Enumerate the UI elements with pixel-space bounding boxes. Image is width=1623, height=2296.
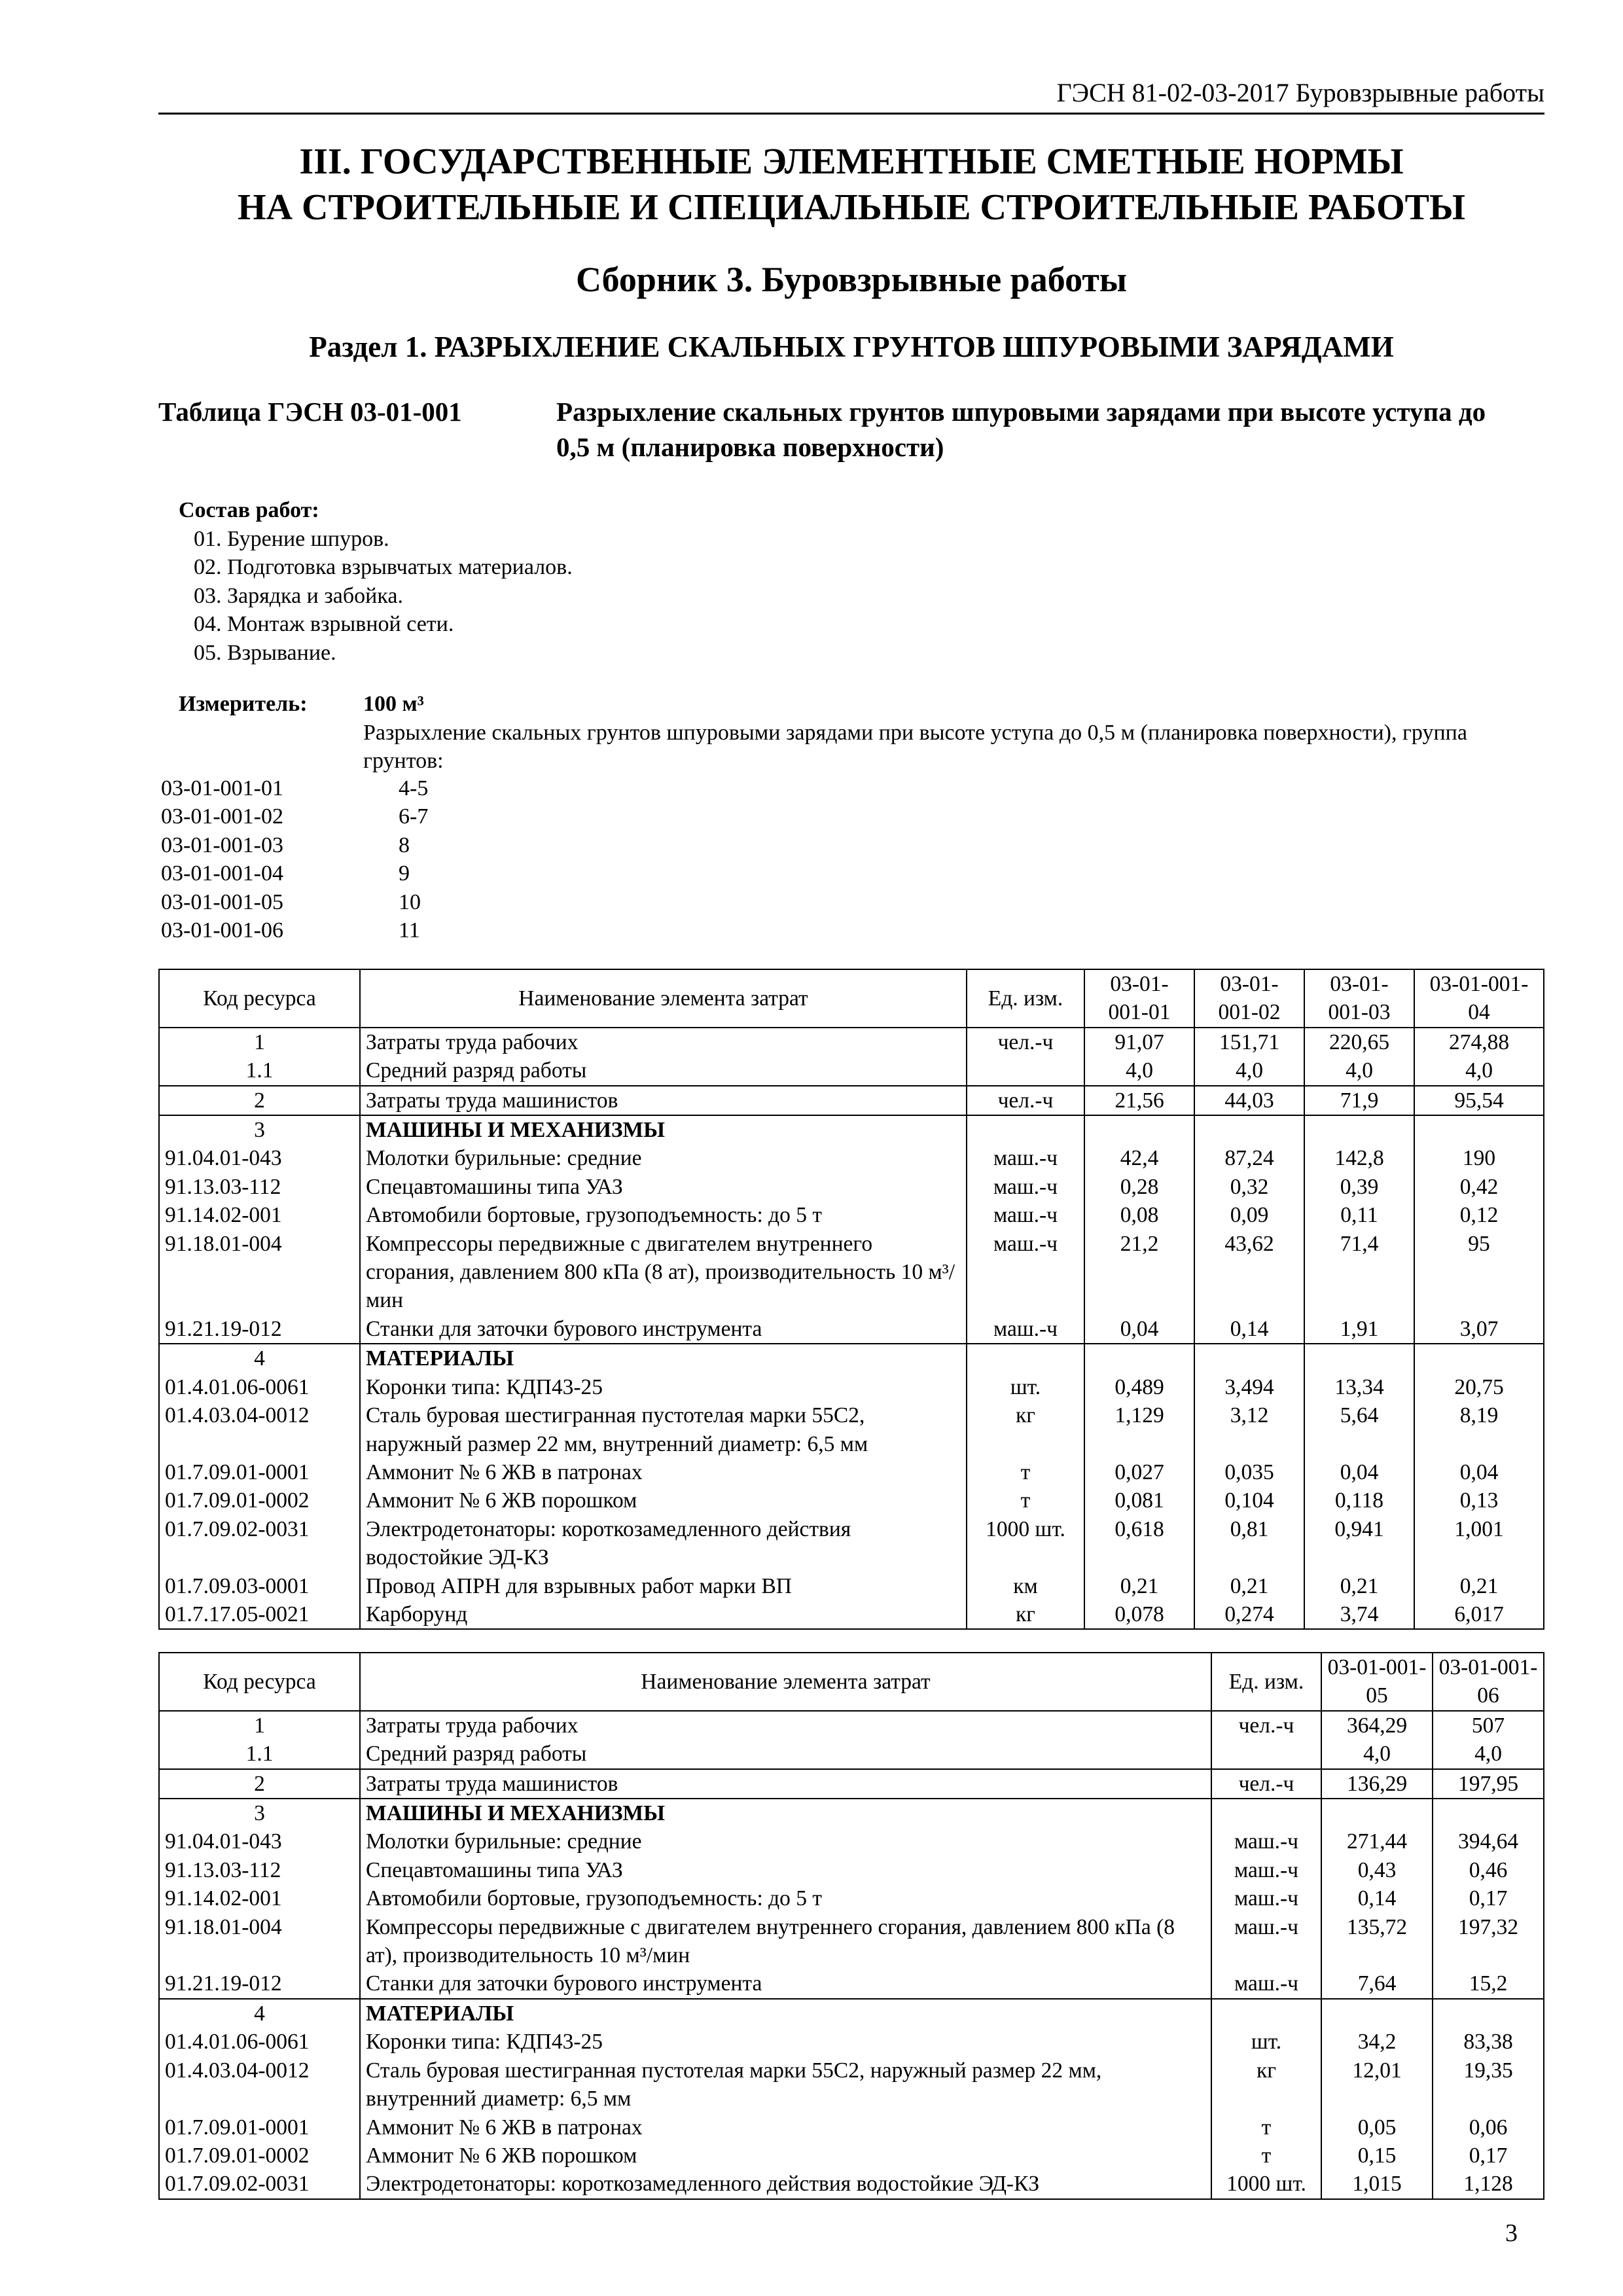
resource-code: 01.4.01.06-0061 [159, 2028, 360, 2056]
soil-group: 6-7 [399, 804, 429, 829]
norm-code: 03-01-001-06 [161, 918, 283, 942]
norm-value: 0,46 [1433, 1856, 1544, 1884]
resource-name: Провод АПРН для взрывных работ марки ВП [360, 1572, 967, 1600]
table-header-row [159, 969, 1544, 1028]
norm-value: 95 [1414, 1230, 1544, 1315]
norm-value: 0,09 [1194, 1201, 1304, 1229]
norm-value: 4,0 [1084, 1056, 1194, 1085]
header-norm-col: 03-01-001-03 [1304, 969, 1414, 1028]
norm-value: 0,489 [1084, 1373, 1194, 1401]
norm-value: 71,9 [1304, 1086, 1414, 1115]
header-norm-col: 03-01-001-02 [1194, 969, 1304, 1028]
resource-row [159, 1515, 1544, 1572]
norm-code-row [161, 888, 428, 916]
norm-value: 43,62 [1194, 1230, 1304, 1315]
resource-code: 91.18.01-004 [159, 1913, 360, 1970]
norm-value: 21,56 [1084, 1086, 1194, 1115]
norm-value: 44,03 [1194, 1086, 1304, 1115]
norm-value: 1,001 [1414, 1515, 1544, 1572]
norm-code-row [161, 774, 428, 802]
norm-value: 197,95 [1433, 1769, 1544, 1799]
work-item: 01. Бурение шпуров. [194, 527, 389, 551]
norm-value: 507 [1433, 1711, 1544, 1740]
resource-row [159, 2056, 1544, 2113]
resource-unit: т [1211, 2113, 1321, 2142]
resource-name: МАШИНЫ И МЕХАНИЗМЫ [360, 1115, 967, 1144]
work-item: 03. Зарядка и забойка. [194, 583, 403, 608]
running-header: ГЭСН 81-02-03-2017 Буровзрывные работы [158, 73, 1544, 115]
norm-code: 03-01-001-04 [161, 861, 283, 886]
norm-value: 3,07 [1414, 1315, 1544, 1344]
norm-code-row [161, 831, 428, 859]
norm-value: 0,28 [1084, 1173, 1194, 1201]
resource-unit [967, 1115, 1084, 1144]
resource-unit [1211, 1799, 1321, 1827]
resource-name: Молотки бурильные: средние [360, 1827, 1211, 1856]
norm-value: 0,04 [1414, 1458, 1544, 1486]
header-norm-col: 03-01-001-06 [1433, 1653, 1544, 1711]
norm-value: 0,21 [1084, 1572, 1194, 1600]
norm-value: 197,32 [1433, 1913, 1544, 1970]
header-unit: Ед. изм. [1211, 1653, 1321, 1711]
resource-unit: маш.-ч [967, 1144, 1084, 1172]
resource-code: 3 [159, 1799, 360, 1827]
header-name: Наименование элемента затрат [360, 1653, 1211, 1711]
norm-value: 4,0 [1414, 1056, 1544, 1085]
works-list [194, 525, 573, 667]
soil-group: 9 [399, 861, 410, 886]
norm-value: 4,0 [1321, 1740, 1433, 1768]
resource-unit [967, 1344, 1084, 1372]
resource-name: Аммонит № 6 ЖВ порошком [360, 2142, 1211, 2170]
resource-code: 91.13.03-112 [159, 1173, 360, 1201]
norm-code-row [161, 916, 428, 944]
resource-row [159, 1600, 1544, 1629]
resource-name: Станки для заточки бурового инструмента [360, 1315, 967, 1344]
norm-value: 1,129 [1084, 1401, 1194, 1458]
norm-value: 0,32 [1194, 1173, 1304, 1201]
resource-row [159, 1315, 1544, 1344]
resource-row [159, 1173, 1544, 1201]
resource-name: Автомобили бортовые, грузоподъемность: до 5 т [360, 1201, 967, 1229]
soil-group: 4-5 [399, 776, 429, 800]
norm-value: 0,05 [1321, 2113, 1433, 2142]
norm-value: 151,71 [1194, 1028, 1304, 1056]
norm-value: 0,17 [1433, 2142, 1544, 2170]
resource-code: 01.4.01.06-0061 [159, 1373, 360, 1401]
norm-value: 0,21 [1414, 1572, 1544, 1600]
resource-row [159, 1230, 1544, 1315]
resource-code: 91.14.02-001 [159, 1884, 360, 1912]
resource-name: Затраты труда рабочих [360, 1028, 967, 1056]
norm-value: 0,04 [1304, 1458, 1414, 1486]
resource-name: Аммонит № 6 ЖВ порошком [360, 1486, 967, 1515]
norm-value [1084, 1344, 1194, 1372]
table-code: Таблица ГЭСН 03-01-001 [158, 397, 462, 427]
table-header-row [159, 1653, 1544, 1711]
resource-name: Спецавтомашины типа УАЗ [360, 1173, 967, 1201]
resource-unit: маш.-ч [967, 1173, 1084, 1201]
resource-row [159, 1458, 1544, 1486]
resource-row [159, 1884, 1544, 1912]
norm-value: 271,44 [1321, 1827, 1433, 1856]
norm-value: 0,104 [1194, 1486, 1304, 1515]
resource-row [159, 1740, 1544, 1768]
norm-value [1194, 1344, 1304, 1372]
resource-unit: т [967, 1486, 1084, 1515]
resource-code: 91.18.01-004 [159, 1230, 360, 1315]
norm-value: 13,34 [1304, 1373, 1414, 1401]
resource-row [159, 2028, 1544, 2056]
resource-unit: маш.-ч [1211, 1827, 1321, 1856]
resource-code: 01.4.03.04-0012 [159, 2056, 360, 2113]
resource-code: 01.7.09.02-0031 [159, 2170, 360, 2198]
norm-value: 0,118 [1304, 1486, 1414, 1515]
norm-value: 95,54 [1414, 1086, 1544, 1115]
resource-name: МАТЕРИАЛЫ [360, 1999, 1211, 2028]
norm-value [1194, 1115, 1304, 1144]
resource-name: Электродетонаторы: короткозамедленного действия водостойкие ЭД-КЗ [360, 1515, 967, 1572]
norm-value: 7,64 [1321, 1969, 1433, 1998]
resource-unit [1211, 1740, 1321, 1768]
header-code: Код ресурса [159, 1653, 360, 1711]
resource-name: Компрессоры передвижные с двигателем внутреннего сгорания, давлением 800 кПа (8 ат), производительность 10 м³/мин [360, 1913, 1211, 1970]
resource-code: 4 [159, 1344, 360, 1372]
norm-value: 20,75 [1414, 1373, 1544, 1401]
resource-code: 3 [159, 1115, 360, 1144]
resource-row [159, 1201, 1544, 1229]
norm-value [1321, 1799, 1433, 1827]
norm-code-row [161, 802, 428, 831]
work-item: 05. Взрывание. [194, 640, 336, 665]
header-code: Код ресурса [159, 969, 360, 1028]
norm-value: 0,618 [1084, 1515, 1194, 1572]
norm-value: 0,04 [1084, 1315, 1194, 1344]
resource-code: 01.7.09.01-0001 [159, 1458, 360, 1486]
resource-row [159, 2142, 1544, 2170]
norm-value: 0,15 [1321, 2142, 1433, 2170]
norm-value: 1,91 [1304, 1315, 1414, 1344]
resource-code: 2 [159, 1086, 360, 1115]
resource-unit: маш.-ч [1211, 1884, 1321, 1912]
resource-table-1 [158, 969, 1544, 1630]
resource-name: Сталь буровая шестигранная пустотелая марки 55С2, наружный размер 22 мм, внутренний диаметр: 6,5 мм [360, 2056, 1211, 2113]
resource-unit: шт. [1211, 2028, 1321, 2056]
resource-name: Аммонит № 6 ЖВ в патронах [360, 2113, 1211, 2142]
resource-row [159, 1969, 1544, 1998]
norm-value: 42,4 [1084, 1144, 1194, 1172]
resource-unit [967, 1056, 1084, 1085]
norm-value: 0,21 [1194, 1572, 1304, 1600]
resource-row [159, 1572, 1544, 1600]
resource-unit: маш.-ч [967, 1230, 1084, 1315]
norm-value: 3,12 [1194, 1401, 1304, 1458]
resource-row [159, 1401, 1544, 1458]
norm-value: 4,0 [1194, 1056, 1304, 1085]
measure-label: Измеритель: [179, 692, 308, 716]
header-norm-col: 03-01-001-01 [1084, 969, 1194, 1028]
norm-value [1414, 1115, 1544, 1144]
norm-codes-list [161, 774, 428, 944]
measure-description: Разрыхление скальных грунтов шпуровыми зарядами при высоте уступа до 0,5 м (планировка поверхности), группа грунтов: [363, 721, 1467, 774]
resource-unit: маш.-ч [967, 1315, 1084, 1344]
norm-value: 142,8 [1304, 1144, 1414, 1172]
norm-value: 0,035 [1194, 1458, 1304, 1486]
norm-value: 394,64 [1433, 1827, 1544, 1856]
norm-value: 1,015 [1321, 2170, 1433, 2198]
norm-value: 0,941 [1304, 1515, 1414, 1572]
resource-row [159, 1769, 1544, 1799]
norm-value: 0,14 [1321, 1884, 1433, 1912]
resource-row [159, 1799, 1544, 1827]
resource-unit: кг [967, 1600, 1084, 1629]
norm-value: 4,0 [1304, 1056, 1414, 1085]
resource-code: 91.14.02-001 [159, 1201, 360, 1229]
norm-value: 190 [1414, 1144, 1544, 1172]
norm-code: 03-01-001-02 [161, 804, 283, 829]
resource-row [159, 1999, 1544, 2028]
norm-value: 87,24 [1194, 1144, 1304, 1172]
resource-unit: кг [967, 1401, 1084, 1458]
norm-value: 71,4 [1304, 1230, 1414, 1315]
norm-value [1321, 1999, 1433, 2028]
soil-group: 10 [399, 889, 421, 914]
resource-unit: маш.-ч [967, 1201, 1084, 1229]
main-title [158, 139, 1544, 230]
resource-code: 01.7.09.01-0001 [159, 2113, 360, 2142]
norm-value: 1,128 [1433, 2170, 1544, 2198]
norm-code: 03-01-001-03 [161, 833, 283, 857]
main-title-line-2: НА СТРОИТЕЛЬНЫЕ И СПЕЦИАЛЬНЫЕ СТРОИТЕЛЬНЫЕ РАБОТЫ [238, 187, 1465, 228]
norm-value: 364,29 [1321, 1711, 1433, 1740]
main-title-line-1: III. ГОСУДАРСТВЕННЫЕ ЭЛЕМЕНТНЫЕ СМЕТНЫЕ НОРМЫ [299, 141, 1404, 182]
resource-unit: км [967, 1572, 1084, 1600]
resource-unit: кг [1211, 2056, 1321, 2113]
resource-code: 01.7.17.05-0021 [159, 1600, 360, 1629]
soil-group: 8 [399, 833, 410, 857]
resource-row [159, 1056, 1544, 1085]
norm-value: 274,88 [1414, 1028, 1544, 1056]
resource-unit: маш.-ч [1211, 1913, 1321, 1970]
norm-value: 0,08 [1084, 1201, 1194, 1229]
resource-code: 4 [159, 1999, 360, 2028]
section-title: Раздел 1. РАЗРЫХЛЕНИЕ СКАЛЬНЫХ ГРУНТОВ ШПУРОВЫМИ ЗАРЯДАМИ [309, 331, 1394, 363]
norm-value: 0,17 [1433, 1884, 1544, 1912]
resource-name: Молотки бурильные: средние [360, 1144, 967, 1172]
resource-code: 01.7.09.01-0002 [159, 1486, 360, 1515]
resource-row [159, 1028, 1544, 1056]
resource-row [159, 1913, 1544, 1970]
resource-name: Электродетонаторы: короткозамедленного действия водостойкие ЭД-КЗ [360, 2170, 1211, 2198]
norm-value: 12,01 [1321, 2056, 1433, 2113]
norm-value: 4,0 [1433, 1740, 1544, 1768]
resource-code: 01.4.03.04-0012 [159, 1401, 360, 1458]
resource-code: 91.13.03-112 [159, 1856, 360, 1884]
resource-code: 91.21.19-012 [159, 1315, 360, 1344]
norm-value: 19,35 [1433, 2056, 1544, 2113]
resource-unit: чел.-ч [967, 1028, 1084, 1056]
resource-row [159, 1344, 1544, 1372]
resource-row [159, 2113, 1544, 2142]
norm-value: 0,14 [1194, 1315, 1304, 1344]
resource-unit: маш.-ч [1211, 1856, 1321, 1884]
norm-value: 3,494 [1194, 1373, 1304, 1401]
norm-value: 34,2 [1321, 2028, 1433, 2056]
resource-code: 1 [159, 1028, 360, 1056]
norm-value [1414, 1344, 1544, 1372]
norm-value: 0,274 [1194, 1600, 1304, 1629]
resource-unit: шт. [967, 1373, 1084, 1401]
resource-code: 1.1 [159, 1056, 360, 1085]
resource-name: Спецавтомашины типа УАЗ [360, 1856, 1211, 1884]
resource-name: МАШИНЫ И МЕХАНИЗМЫ [360, 1799, 1211, 1827]
resource-name: Сталь буровая шестигранная пустотелая марки 55С2, наружный размер 22 мм, внутренний диаметр: 6,5 мм [360, 1401, 967, 1458]
resource-name: Автомобили бортовые, грузоподъемность: до 5 т [360, 1884, 1211, 1912]
resource-unit [1211, 1999, 1321, 2028]
resource-name: МАТЕРИАЛЫ [360, 1344, 967, 1372]
norm-value: 6,017 [1414, 1600, 1544, 1629]
resource-code: 01.7.09.02-0031 [159, 1515, 360, 1572]
norm-value: 0,078 [1084, 1600, 1194, 1629]
resource-row [159, 1373, 1544, 1401]
resource-code: 1.1 [159, 1740, 360, 1768]
resource-unit: т [1211, 2142, 1321, 2170]
resource-code: 1 [159, 1711, 360, 1740]
norm-value: 220,65 [1304, 1028, 1414, 1056]
norm-value [1084, 1115, 1194, 1144]
resource-row [159, 1486, 1544, 1515]
norm-value [1304, 1344, 1414, 1372]
works-title: Состав работ: [179, 498, 319, 522]
norm-value: 8,19 [1414, 1401, 1544, 1458]
norm-value: 0,06 [1433, 2113, 1544, 2142]
resource-name: Средний разряд работы [360, 1056, 967, 1085]
resource-row [159, 1827, 1544, 1856]
norm-value: 3,74 [1304, 1600, 1414, 1629]
work-item: 02. Подготовка взрывчатых материалов. [194, 555, 573, 580]
norm-value: 135,72 [1321, 1913, 1433, 1970]
norm-value: 5,64 [1304, 1401, 1414, 1458]
norm-code: 03-01-001-05 [161, 889, 283, 914]
resource-table-2 [158, 1652, 1544, 2200]
resource-name: Аммонит № 6 ЖВ в патронах [360, 1458, 967, 1486]
resource-name: Затраты труда машинистов [360, 1769, 1211, 1799]
resource-unit: 1000 шт. [1211, 2170, 1321, 2198]
header-norm-col: 03-01-001-04 [1414, 969, 1544, 1028]
resource-code: 2 [159, 1769, 360, 1799]
resource-unit: 1000 шт. [967, 1515, 1084, 1572]
resource-row [159, 1115, 1544, 1144]
measure-unit: 100 м³ [363, 692, 424, 716]
resource-unit: чел.-ч [967, 1086, 1084, 1115]
work-item: 04. Монтаж взрывной сети. [194, 612, 454, 637]
resource-name: Карборунд [360, 1600, 967, 1629]
resource-code: 91.04.01-043 [159, 1144, 360, 1172]
norm-value: 0,13 [1414, 1486, 1544, 1515]
norm-value: 83,38 [1433, 2028, 1544, 2056]
resource-code: 91.21.19-012 [159, 1969, 360, 1998]
norm-value: 0,42 [1414, 1173, 1544, 1201]
resource-unit: маш.-ч [1211, 1969, 1321, 1998]
header-unit: Ед. изм. [967, 969, 1084, 1028]
resource-row [159, 1711, 1544, 1740]
norm-value: 15,2 [1433, 1969, 1544, 1998]
resource-code: 91.04.01-043 [159, 1827, 360, 1856]
resource-code: 01.7.09.03-0001 [159, 1572, 360, 1600]
resource-unit: чел.-ч [1211, 1711, 1321, 1740]
page-number: 3 [1505, 2219, 1518, 2247]
resource-name: Станки для заточки бурового инструмента [360, 1969, 1211, 1998]
resource-unit: чел.-ч [1211, 1769, 1321, 1799]
table-name: Разрыхление скальных грунтов шпуровыми зарядами при высоте уступа до 0,5 м (планировка поверхности) [556, 397, 1486, 462]
resource-row [159, 1144, 1544, 1172]
norm-value: 0,081 [1084, 1486, 1194, 1515]
norm-code: 03-01-001-01 [161, 776, 283, 800]
norm-value: 0,12 [1414, 1201, 1544, 1229]
norm-value: 136,29 [1321, 1769, 1433, 1799]
norm-value: 21,2 [1084, 1230, 1194, 1315]
norm-code-row [161, 859, 428, 888]
header-name: Наименование элемента затрат [360, 969, 967, 1028]
norm-value: 0,81 [1194, 1515, 1304, 1572]
resource-name: Компрессоры передвижные с двигателем внутреннего сгорания, давлением 800 кПа (8 ат), производительность 10 м³/мин [360, 1230, 967, 1315]
norm-value [1433, 1799, 1544, 1827]
resource-unit: т [967, 1458, 1084, 1486]
norm-value: 0,027 [1084, 1458, 1194, 1486]
norm-value: 0,43 [1321, 1856, 1433, 1884]
norm-value: 0,11 [1304, 1201, 1414, 1229]
resource-row [159, 1086, 1544, 1115]
norm-value [1433, 1999, 1544, 2028]
resource-code: 01.7.09.01-0002 [159, 2142, 360, 2170]
resource-name: Коронки типа: КДП43-25 [360, 2028, 1211, 2056]
resource-name: Затраты труда машинистов [360, 1086, 967, 1115]
norm-value: 0,21 [1304, 1572, 1414, 1600]
norm-value [1304, 1115, 1414, 1144]
resource-name: Коронки типа: КДП43-25 [360, 1373, 967, 1401]
resource-row [159, 1856, 1544, 1884]
soil-group: 11 [399, 918, 420, 942]
header-norm-col: 03-01-001-05 [1321, 1653, 1433, 1711]
resource-name: Средний разряд работы [360, 1740, 1211, 1768]
resource-row [159, 2170, 1544, 2198]
norm-value: 0,39 [1304, 1173, 1414, 1201]
resource-name: Затраты труда рабочих [360, 1711, 1211, 1740]
norm-value: 91,07 [1084, 1028, 1194, 1056]
collection-title: Сборник 3. Буровзрывные работы [575, 260, 1128, 299]
